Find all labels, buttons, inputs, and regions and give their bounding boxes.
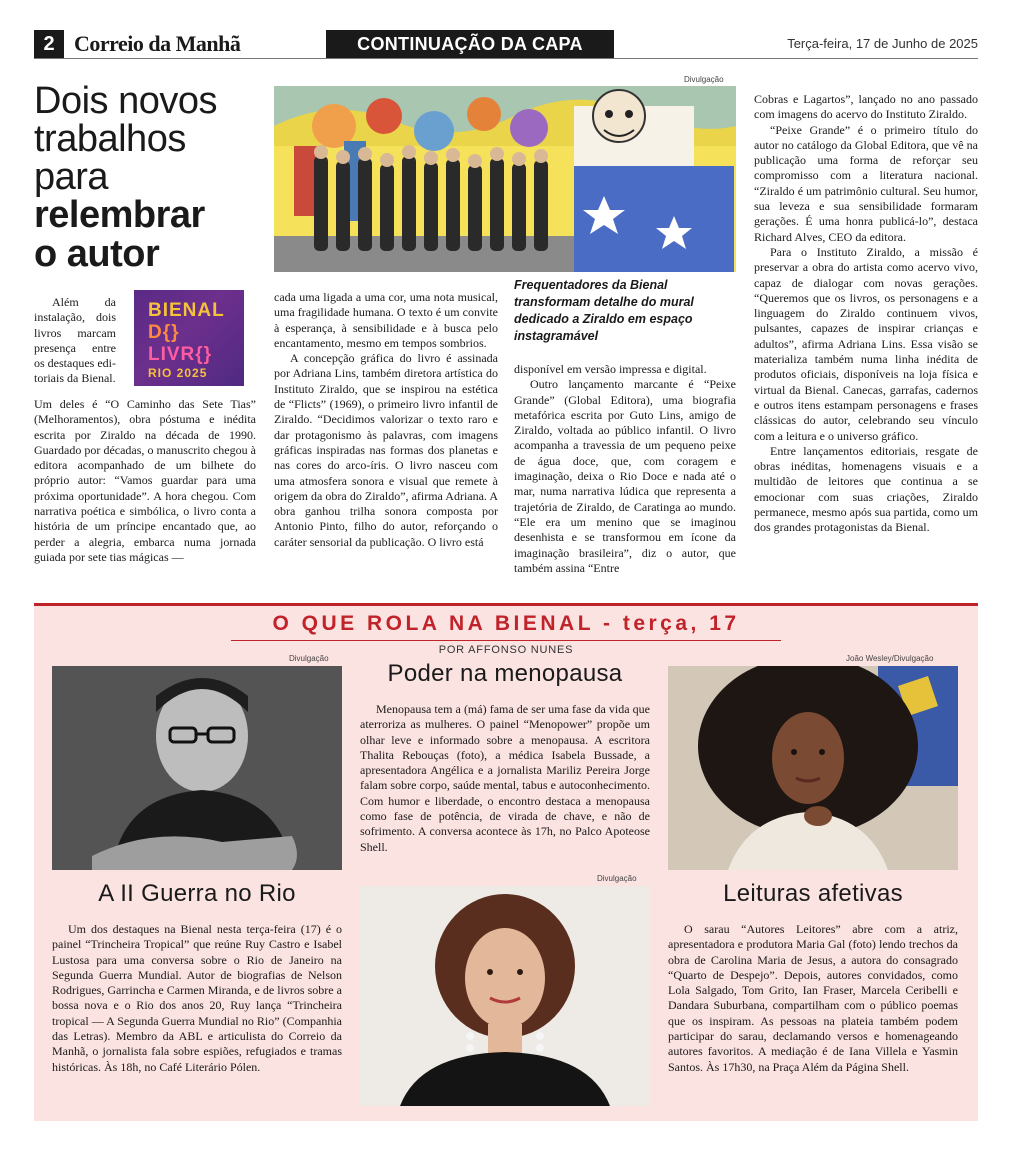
leituras-title: Leituras afetivas bbox=[723, 880, 903, 907]
logo-text: BIENAL bbox=[148, 300, 225, 321]
article-paragraph: Além da instalação, dois livros marcam presença entre os destaques edi-toriais da Bienal. bbox=[34, 295, 116, 386]
article-headline bbox=[34, 82, 266, 274]
page-number: 2 bbox=[34, 30, 64, 58]
menopausa-title: Poder na menopausa bbox=[387, 660, 623, 687]
thalita-reboucas-portrait bbox=[360, 886, 650, 1106]
ruy-castro-portrait bbox=[52, 666, 342, 870]
photo-credit: Divulgação bbox=[597, 874, 637, 883]
guerra-paragraph: Um dos destaques na Bienal nesta terça-feira (17) é o painel “Trincheira Tropical” que reúne Ruy Castro e Isabel Lustosa para uma conversa sobre o Rio de Janeiro na Segunda Guerra Mundial. Autor de biografias de Nelson Rodrigues, Garrincha e Carmen Miranda, e de livros sobre a bossa nova e o Rio dos anos 20, Ruy lança “Trincheira tropical — A Segunda Guerra Mundial no Rio” (Companhia das Letras). Membro da ABL e articulista do Correio da Manhã, o jornalista fala sobre espiões, refugiados e tramas históricas. Às 18h, no Café Literário Pólen. bbox=[52, 922, 342, 1074]
masthead: Correio da Manhã bbox=[74, 31, 241, 56]
headline-line: trabalhos bbox=[34, 118, 186, 160]
issue-date: Terça-feira, 17 de Junho de 2025 bbox=[787, 36, 978, 51]
bienal-logo bbox=[134, 290, 244, 386]
header-divider bbox=[34, 58, 978, 59]
article-paragraph: Para o Instituto Ziraldo, a missão é preservar a obra do artista como acervo vivo, capaz de dialogar com novas gerações. “Queremos que os livros, os personagens e a linguagem do Ziraldo continuem vivos, pulsantes, capazes de inspirar crianças e adultos”, afirma Adriana Lins. Essa visão se materializa também numa linha inédita de produtos oficiais, disponíveis na loja física e virtual da Bienal. Canecas, garrafas, cadernos e outros itens estampam personagens e frases clássicas do autor, celebrando seu vínculo com a leitura e o universo gráfico. bbox=[754, 244, 978, 443]
article-paragraph: A concepção gráfica do livro é assinada por Adriana Lins, também diretora artística do Instituto Ziraldo, que se inspirou na estética de “Flicts” (1969), o primeiro livro infantil de Ziraldo. “Decidimos valorizar o texto raro e dar protagonismo às palavras, com imagens gráficas inspiradas nas formas dos planetas e nas cores do arco-íris. O livro nasceu com uma atmosfera sonora e visual que remete à origem da obra do Ziraldo”, afirma Adriana. A obra ganhou trilha sonora composta por Antonio Pinto, filho do autor, reforçando o caráter sensorial da publicação. O livro está bbox=[274, 351, 498, 549]
article-column-3 bbox=[514, 362, 736, 576]
events-box bbox=[34, 603, 978, 1121]
article-column-2 bbox=[274, 290, 498, 550]
article-column-4 bbox=[754, 92, 978, 536]
maria-gal-photo bbox=[668, 666, 958, 870]
article-paragraph: Cobras e Lagartos”, lançado no ano passado com imagens do acervo do Instituto Ziraldo. bbox=[754, 92, 978, 122]
headline-line: Dois novos bbox=[34, 80, 217, 122]
article-paragraph: Um deles é “O Caminho das Sete Tias” (Melhoramentos), obra póstuma e inédita escrita por Ziraldo na década de 1990. Guardado por décadas, o manuscrito chegou à editora acompanhado de um bilhete do próprio autor: “Vamos guardar para uma próxima oportunidade”. A hora chegou. Com narrativa poética e simbólica, o livro conta a história de um príncipe encantado que, ao perder a alegria, embarca numa jornada guiada por sete tias mágicas — bbox=[34, 397, 256, 564]
thalita-reboucas-photo bbox=[360, 886, 650, 1106]
headline-line: para bbox=[34, 156, 109, 198]
leituras-text bbox=[668, 922, 958, 1075]
events-box-title: O QUE ROLA NA BIENAL - terça, 17 bbox=[272, 612, 740, 635]
menopausa-text bbox=[360, 702, 650, 855]
headline-line-bold: o autor bbox=[34, 233, 160, 275]
article-paragraph: Outro lançamento marcante é “Peixe Grande” (Global Editora), uma biografia metafórica escrita por Guto Lins, amigo de Ziraldo, voltada ao público infantil. O livro acompanha a travessia de um pequeno peixe de água doce, que, com coragem e imaginação, deixa o Rio Doce e nada até o mar, numa narrativa lúdica que representa a trajetória de Ziraldo, de Caratinga ao mundo. “Ele era um menino que se imaginou desenhista e se transformou em ícone da imaginação brasileira”, diz o autor, que também assina “Entre bbox=[514, 377, 736, 575]
menopausa-paragraph: Menopausa tem a (má) fama de ser uma fase da vida que aterroriza as mulheres. O painel “Menopower” propõe um olhar leve e informado sobre a menopausa. A escritora Thalita Rebouças (foto), a médica Isabela Bussade, a apresentadora Angélica e a jornalista Mariliz Pereira Jorge falam sobre corpo, saúde mental, tabus e autoconhecimento. Com humor e liberdade, o encontro destaca a menopausa como fase de potência, de virada de chave, e não de sofrimento. A conversa acontece às 17h, no Palco Apoteose Shell. bbox=[360, 702, 650, 854]
article-paragraph: cada uma ligada a uma cor, uma nota musical, uma fragilidade humana. O texto é um convite à esperança, à sensibilidade e à busca pelo encantamento, mesmo em tempos sombrios. bbox=[274, 290, 498, 350]
guerra-text bbox=[52, 922, 342, 1075]
page-header bbox=[34, 30, 978, 58]
photo-caption: Frequentadores da Bienal transformam detalhe do mural dedicado a Ziraldo em espaço instagramável bbox=[514, 278, 694, 343]
events-box-byline: POR AFFONSO NUNES bbox=[438, 644, 574, 656]
logo-text: LIVR{} bbox=[148, 344, 213, 365]
leituras-paragraph: O sarau “Autores Leitores” abre com a atriz, apresentadora e produtora Maria Gal (foto) lendo trechos da obra de Carolina Maria de Jesus, a autora do consagrado “Quarto de Despejo”. Depois, autores convidados, como Lola Salgado, Tom Grito, Ian Fraser, Marcela Ceribelli e Dandara Suburbana, compartilham com o público poemas que os inspiram. As pessoas na plateia também podem participar do sarau, declamando versos e homenageando autores favoritos. A mediação é de Iana Villela e Yasmin Santos. Às 17h30, na Praça Além da Página Shell. bbox=[668, 922, 958, 1074]
section-label: CONTINUAÇÃO DA CAPA bbox=[326, 30, 614, 58]
guerra-title: A II Guerra no Rio bbox=[98, 880, 296, 907]
headline-line-bold: relembrar bbox=[34, 194, 205, 236]
article-paragraph: “Peixe Grande” é o primeiro título do autor no catálogo da Global Editora, que vê na publicação uma forma de reforçar seu compromisso com a literatura nacional. “Ziraldo é um patrimônio cultural. Seu humor, sua leveza e sua sensibilidade formaram gerações. É uma honra publicá-lo”, destaca Richard Alves, CEO da editora. bbox=[754, 122, 978, 244]
maria-gal-portrait bbox=[668, 666, 958, 870]
article-paragraph: disponível em versão impressa e digital. bbox=[514, 362, 707, 376]
photo-credit: João Wesley/Divulgação bbox=[846, 654, 934, 663]
logo-text: D{} bbox=[148, 322, 180, 343]
logo-text: RIO 2025 bbox=[148, 366, 208, 380]
article-column-1-top bbox=[34, 295, 116, 387]
mural-photo bbox=[274, 86, 736, 272]
events-box-divider bbox=[231, 640, 781, 641]
article-column-1 bbox=[34, 397, 256, 565]
photo-credit: Divulgação bbox=[684, 75, 724, 84]
mural-photo-illustration bbox=[274, 86, 736, 272]
photo-credit: Divulgação bbox=[289, 654, 329, 663]
ruy-castro-photo bbox=[52, 666, 342, 870]
article-paragraph: Entre lançamentos editoriais, resgate de obras inéditas, homenagens visuais e a multidão de leitores que continua a se emocionar com suas criações, Ziraldo permanece, mesmo após sua partida, como um dos grandes protagonistas da Bienal. bbox=[754, 443, 978, 535]
